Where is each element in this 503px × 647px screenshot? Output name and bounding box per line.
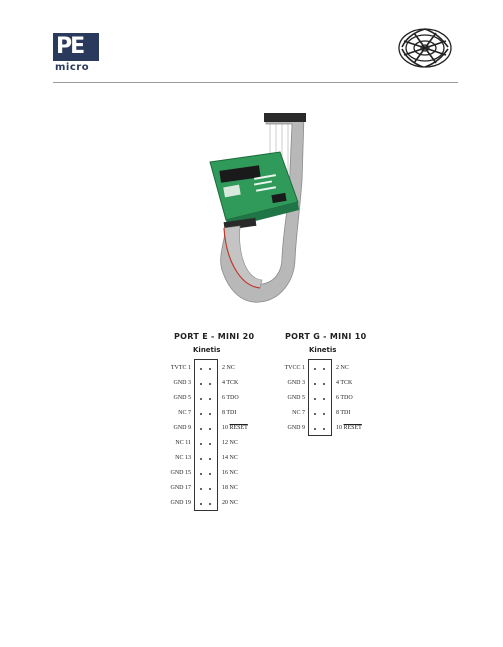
pin-row	[275, 361, 395, 376]
pin-right-text: 10	[222, 425, 230, 431]
pin-right-text: 8 TDI	[222, 410, 237, 416]
port-g-subtitle: Kinetis	[309, 346, 337, 354]
pin-left-label: GND 3	[173, 380, 191, 386]
pin-right-label	[336, 376, 352, 391]
pin-left-label: NC 7	[292, 410, 305, 416]
pin-dot	[314, 383, 316, 385]
pin-left-label: NC 11	[175, 440, 191, 446]
pin-right-label	[222, 361, 235, 376]
port-e-title: PORT E - MINI 20	[174, 332, 255, 341]
pin-dot	[209, 398, 211, 400]
pin-left-label: GND 5	[287, 395, 305, 401]
pin-left-label: NC 7	[178, 410, 191, 416]
pin-row	[150, 436, 300, 451]
pin-right-label	[222, 481, 238, 496]
pin-row	[275, 406, 395, 421]
pe-micro-logo	[53, 33, 99, 75]
pin-right-text: 20 NC	[222, 500, 238, 506]
pin-dot	[200, 398, 202, 400]
pin-right-label	[222, 376, 238, 391]
pin-right-label	[222, 451, 238, 466]
pin-dot	[314, 368, 316, 370]
pin-right-text: 6 TDO	[222, 395, 239, 401]
pin-left-label: GND 5	[173, 395, 191, 401]
pin-right-text: 16 NC	[222, 470, 238, 476]
pin-left-label: GND 9	[287, 425, 305, 431]
pin-dot	[200, 383, 202, 385]
pin-dot	[209, 458, 211, 460]
pin-right-text: 4 TCK	[222, 380, 239, 386]
pin-dot	[200, 413, 202, 415]
pin-left-label: GND 17	[170, 485, 191, 491]
pe-logo-letters: PE	[56, 34, 84, 59]
pin-right-label	[222, 406, 236, 421]
pin-dot	[209, 383, 211, 385]
pin-row	[275, 391, 395, 406]
swirl-logo-icon	[396, 25, 454, 71]
pin-right-label	[222, 496, 238, 511]
pin-dot	[209, 503, 211, 505]
ribbon-cable-adapter-photo	[200, 110, 315, 310]
pin-right-text: 6 TDO	[336, 395, 353, 401]
pin-dot	[323, 428, 325, 430]
pin-left-label: GND 15	[170, 470, 191, 476]
pin-right-label	[336, 391, 353, 406]
pin-left-label: NC 13	[175, 455, 191, 461]
pin-row	[275, 376, 395, 391]
pin-right-label	[336, 406, 350, 421]
pin-right-text: 2 NC	[336, 365, 349, 371]
pin-row	[150, 466, 300, 481]
pin-right-label	[222, 436, 238, 451]
port-g-title: PORT G - MINI 10	[285, 332, 367, 341]
pin-dot	[209, 428, 211, 430]
pin-dot	[209, 413, 211, 415]
pin-dot	[314, 428, 316, 430]
pin-dot	[200, 368, 202, 370]
pin-dot	[323, 398, 325, 400]
pin-dot	[209, 473, 211, 475]
pin-right-label	[222, 421, 248, 436]
header-rule	[53, 82, 458, 83]
pin-dot	[209, 443, 211, 445]
pin-right-text: 14 NC	[222, 455, 238, 461]
pin-left-label: GND 3	[287, 380, 305, 386]
pe-logo-box	[53, 33, 99, 61]
pin-dot	[200, 488, 202, 490]
pin-right-label	[336, 361, 349, 376]
pin-right-text: 2 NC	[222, 365, 235, 371]
pin-right-label	[222, 391, 239, 406]
pin-dot	[314, 413, 316, 415]
pin-row	[150, 481, 300, 496]
pin-right-text: 4 TCK	[336, 380, 353, 386]
pin-dot	[200, 443, 202, 445]
port-e-subtitle: Kinetis	[193, 346, 221, 354]
pin-right-text: 18 NC	[222, 485, 238, 491]
pin-dot	[323, 413, 325, 415]
pin-right-text: 12 NC	[222, 440, 238, 446]
pin-dot	[314, 398, 316, 400]
pin-dot	[200, 473, 202, 475]
pin-dot	[200, 503, 202, 505]
pe-logo-micro: micro	[55, 62, 90, 73]
pin-right-label	[222, 466, 238, 481]
pin-reset-overline: RESET	[229, 425, 248, 431]
pin-dot	[323, 383, 325, 385]
pin-dot	[200, 428, 202, 430]
pin-dot	[323, 368, 325, 370]
pin-row	[150, 451, 300, 466]
pin-left-label: TVTC 1	[170, 365, 191, 371]
pin-right-text: 10	[336, 425, 344, 431]
pin-left-label: TVCC 1	[284, 365, 305, 371]
pin-dot	[209, 488, 211, 490]
pin-right-text: 8 TDI	[336, 410, 351, 416]
pin-dot	[209, 368, 211, 370]
pin-dot	[200, 458, 202, 460]
pin-row	[150, 496, 300, 511]
pin-left-label: GND 19	[170, 500, 191, 506]
pin-right-label	[336, 421, 362, 436]
pin-left-label: GND 9	[173, 425, 191, 431]
pin-reset-overline: RESET	[343, 425, 362, 431]
pin-row	[275, 421, 395, 436]
